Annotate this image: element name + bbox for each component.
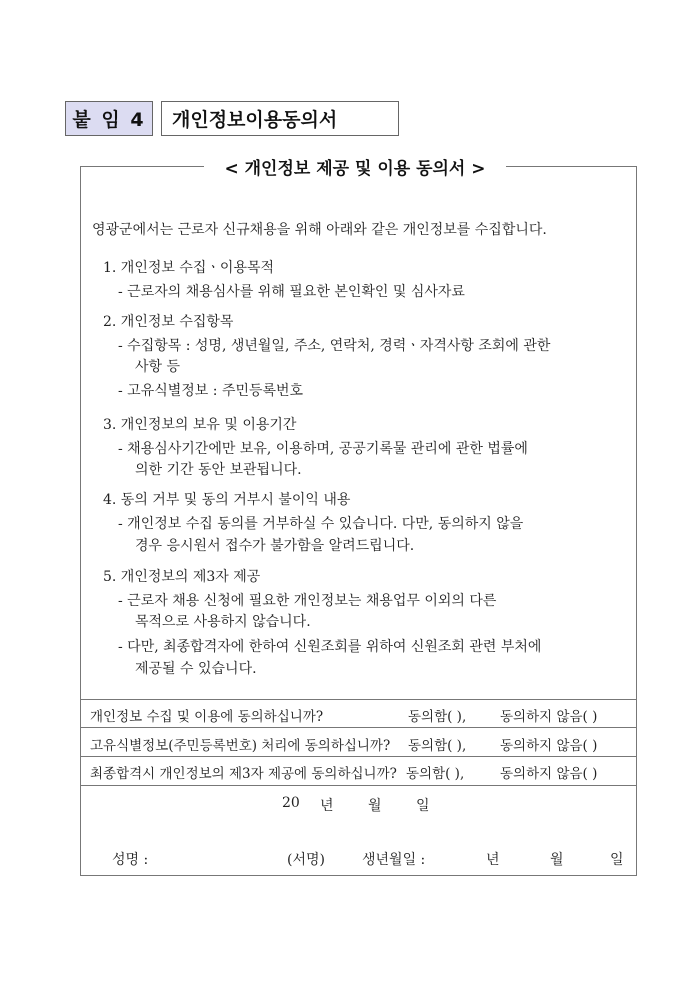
frame-top-border-right [506,166,637,167]
section-3-item: - 채용심사기간에만 보유, 이용하며, 공공기록물 관리에 관한 법률에 [118,441,528,457]
section-5-title: 5. 개인정보의 제3자 제공 [103,569,261,585]
consent-question: 개인정보 수집 및 이용에 동의하십니까? [90,709,324,725]
section-3-title: 3. 개인정보의 보유 및 이용기간 [103,417,297,433]
birth-month-label: 월 [550,852,564,868]
frame-top-border-left [80,166,204,167]
date-day-label: 일 [416,798,430,814]
disagree-checkbox[interactable]: 동의하지 않음( ) [500,709,598,725]
disagree-checkbox[interactable]: 동의하지 않음( ) [500,738,598,754]
disagree-checkbox[interactable]: 동의하지 않음( ) [500,766,598,782]
agree-checkbox[interactable]: 동의함( ), [406,766,465,782]
agree-checkbox[interactable]: 동의함( ), [408,709,467,725]
form-heading: < 개인정보 제공 및 이용 동의서 > [224,159,486,179]
consent-question: 고유식별정보(주민등록번호) 처리에 동의하십니까? [90,738,391,754]
divider [80,727,637,728]
section-1-title: 1. 개인정보 수집ㆍ이용목적 [103,260,275,276]
date-year-prefix[interactable]: 20 [282,795,300,811]
section-2-title: 2. 개인정보 수집항목 [103,314,234,330]
birth-year-label: 년 [486,852,500,868]
section-2-item: - 고유식별정보 : 주민등록번호 [118,383,304,399]
section-4-item: - 개인정보 수집 동의를 거부하실 수 있습니다. 다만, 동의하지 않을 [118,516,524,532]
divider [80,756,637,757]
birth-day-label: 일 [610,852,624,868]
section-5-item-cont: 목적으로 사용하지 않습니다. [135,614,311,630]
attachment-title: 개인정보이용동의서 [161,101,399,136]
section-5-item-cont: 제공될 수 있습니다. [135,661,257,677]
section-2-item: - 수집항목 : 성명, 생년월일, 주소, 연락처, 경력ㆍ자격사항 조회에 관한 [118,338,551,354]
date-year-label: 년 [320,798,334,814]
date-month-label: 월 [368,798,382,814]
section-2-item-cont: 사항 등 [135,359,181,375]
divider [80,785,637,786]
section-3-item-cont: 의한 기간 동안 보관됩니다. [135,462,302,478]
divider [80,699,637,700]
agree-checkbox[interactable]: 동의함( ), [408,738,467,754]
section-4-title: 4. 동의 거부 및 동의 거부시 불이익 내용 [103,492,351,508]
name-label: 성명 : [112,852,149,868]
section-5-item: - 근로자 채용 신청에 필요한 개인정보는 채용업무 이외의 다른 [118,593,497,609]
section-4-item-cont: 경우 응시원서 접수가 불가함을 알려드립니다. [135,538,415,554]
attachment-label: 붙 임 4 [65,101,153,136]
signature-field[interactable]: (서명) [287,852,325,868]
birthdate-label: 생년월일 : [362,852,426,868]
section-1-item: - 근로자의 채용심사를 위해 필요한 본인확인 및 심사자료 [118,284,465,300]
consent-question: 최종합격시 개인정보의 제3자 제공에 동의하십니까? [90,766,397,782]
section-5-item: - 다만, 최종합격자에 한하여 신원조회를 위하여 신원조회 관련 부처에 [118,639,542,655]
intro-text: 영광군에서는 근로자 신규채용을 위해 아래와 같은 개인정보를 수집합니다. [92,222,547,238]
